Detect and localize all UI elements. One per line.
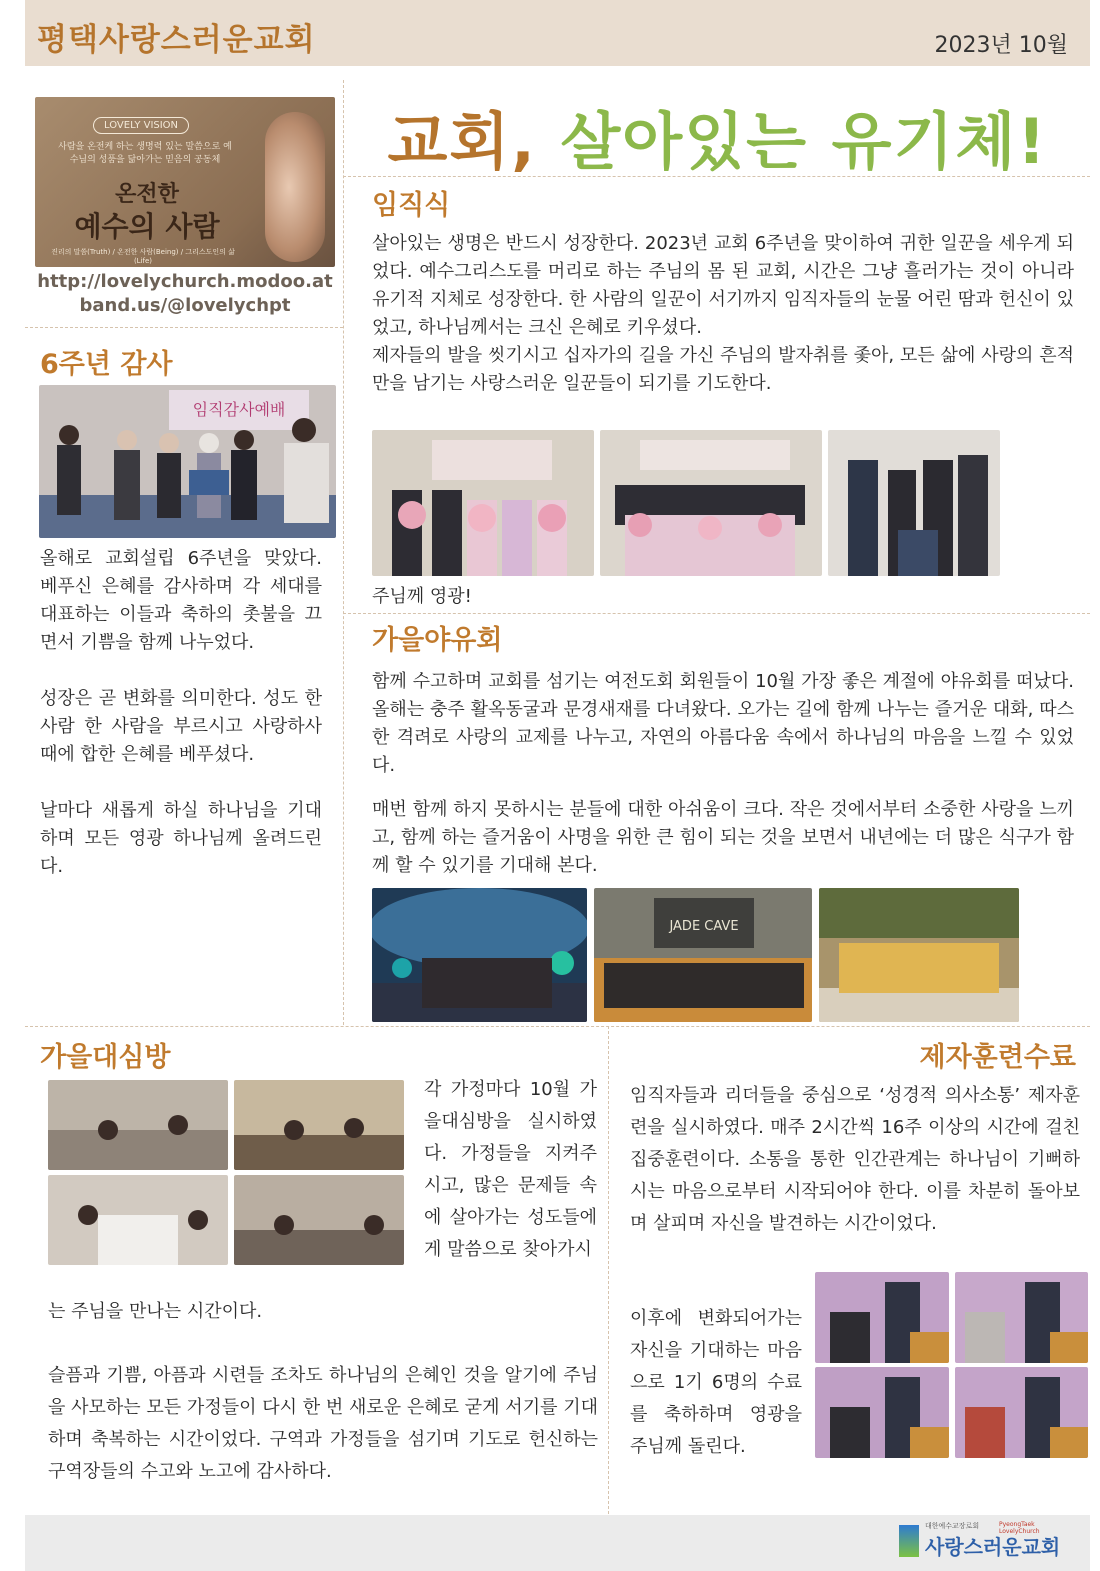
band-link[interactable]: band.us/@lovelychpt bbox=[79, 295, 291, 316]
headline-part1: 교회, bbox=[387, 105, 537, 178]
visitation-photo-1 bbox=[48, 1080, 228, 1170]
ordination-paragraph: 살아있는 생명은 반드시 성장한다. 2023년 교회 6주년을 맞이하여 귀한 일꾼을 세우게 되었다. 예수그리스도를 머리로 하는 주님의 몸 된 교회, 시간은 그냥 흘러가는 것이 아니라 유기적 지체로 성장한다. 한 사람의 일꾼이 서기까지 임직자들의 눈물 어린 땀과 헌신이 있었고, 하나님께서는 크신 은혜로 키우셨다. bbox=[372, 233, 1074, 338]
book-title-line2: 예수의 사람 bbox=[74, 210, 220, 243]
anniversary-text bbox=[40, 545, 322, 881]
column-divider bbox=[343, 80, 344, 1025]
issue-date: 2023년 10월 bbox=[934, 33, 1068, 58]
visitation-continued: 는 주님을 만나는 시간이다. bbox=[48, 1301, 263, 1322]
ordination-photo-1 bbox=[372, 430, 594, 576]
discipleship-photo-2 bbox=[955, 1272, 1088, 1363]
banner-text: 임직감사예배 bbox=[192, 400, 286, 419]
headline bbox=[345, 92, 1090, 181]
anniversary-paragraph: 성장은 곧 변화를 의미한다. 성도 한 사람 한 사람을 부르시고 사랑하사 때에 합한 은혜를 베푸셨다. bbox=[40, 688, 322, 765]
picnic-paragraph: 함께 수고하며 교회를 섬기는 여전도회 회원들이 10월 가장 좋은 계절에 야유회를 떠났다. 올해는 충주 활옥동굴과 문경새재를 다녀왔다. 오가는 길에 함께 나누는 즐거운 대화, 따스한 격려로 사랑의 교제를 나누고, 자연의 아름다움 속에서 하나님의 마음을 느낄 수 있었다. bbox=[372, 671, 1074, 776]
footer-church-name: 사랑스러운교회 bbox=[925, 1535, 1061, 1559]
visitation-side-text: 각 가정마다 10월 가을대심방을 실시하였다. 가정들을 지켜주시고, 많은 문제들 속에 살아가는 성도들에게 말씀으로 찾아가시 bbox=[424, 1079, 597, 1260]
discipleship-photo-4 bbox=[955, 1367, 1088, 1458]
ordination-photo-3 bbox=[828, 430, 1000, 576]
visitation-title: 가을대심방 bbox=[40, 1042, 171, 1073]
book-tag: LOVELY VISION bbox=[93, 117, 189, 134]
footer-denomination: 대한예수교장로회 bbox=[925, 1522, 980, 1530]
visitation-photo-3 bbox=[48, 1175, 228, 1265]
ordination-paragraph: 제자들의 발을 씻기시고 십자가의 길을 가신 주님의 발자취를 좇아, 모든 삶에 사랑의 흔적만을 남기는 사랑스러운 일꾼들이 되기를 기도한다. bbox=[372, 345, 1074, 394]
book-cover-image bbox=[35, 97, 335, 267]
discipleship-photo-1 bbox=[815, 1272, 949, 1363]
discipleship-title: 제자훈련수료 bbox=[919, 1042, 1076, 1073]
picnic-photo-cave bbox=[372, 888, 587, 1022]
visitation-paragraph2: 슬픔과 기쁨, 아픔과 시련들 조차도 하나님의 은혜인 것을 알기에 주님을 사모하는 모든 가정들이 다시 한 번 새로운 은혜로 굳게 서기를 기대하며 축복하는 시간이었다. 구역과 가정들을 섬기며 기도로 헌신하는 구역장들의 수고와 노고에 감사하다. bbox=[48, 1365, 598, 1482]
cave-sign-text: JADE CAVE bbox=[669, 919, 739, 934]
visitation-photo-2 bbox=[234, 1080, 404, 1170]
anniversary-paragraph: 올해로 교회설립 6주년을 맞았다. 베푸신 은혜를 감사하며 각 세대를 대표하는 이들과 축하의 촛불을 끄면서 기쁨을 함께 나누었다. bbox=[40, 548, 322, 653]
divider-middle bbox=[25, 1026, 1090, 1027]
discipleship-paragraph1: 임직자들과 리더들을 중심으로 ‘성경적 의사소통’ 제자훈련을 실시하였다. 매주 2시간씩 16주 이상의 시간에 걸친 집중훈련이다. 소통을 통한 인간관계는 하나님이 기뻐하시는 마음으로부터 시작되어야 한다. 이를 차분히 돌아보며 살피며 자신을 발견하는 시간이었다. bbox=[630, 1085, 1080, 1234]
discipleship-paragraph2: 이후에 변화되어가는 자신을 기대하는 마음으로 1기 6명의 수료를 축하하며 영광을 주님께 돌린다. bbox=[630, 1308, 802, 1457]
headline-part2: 살아있는 bbox=[560, 105, 808, 178]
ordination-caption: 주님께 영광! bbox=[372, 586, 472, 607]
picnic-title: 가을야유회 bbox=[372, 625, 503, 656]
picnic-paragraph: 매번 함께 하지 못하시는 분들에 대한 아쉬움이 크다. 작은 것에서부터 소중한 사랑을 느끼고, 함께 하는 즐거움이 사명을 위한 큰 힘이 되는 것을 보면서 내년에는 더 많은 식구가 함께 할 수 있기를 기대해 본다. bbox=[372, 799, 1074, 876]
footer-english-name: PyeongTaek LovelyChurch bbox=[999, 1521, 1040, 1535]
anniversary-photo bbox=[39, 385, 336, 538]
picnic-text bbox=[372, 668, 1074, 880]
hands-holding-bible bbox=[265, 112, 325, 262]
book-title-line1: 온전한 bbox=[115, 182, 179, 207]
page-header bbox=[25, 0, 1090, 66]
footer-logo bbox=[899, 1521, 1074, 1563]
page-footer bbox=[25, 1515, 1090, 1571]
book-subtitle: 사람을 온전케 하는 생명력 있는 말씀으로 예수님의 성품을 닮아가는 믿음의 공동체 bbox=[58, 142, 232, 165]
divider-right-top bbox=[343, 176, 1090, 177]
website-link[interactable]: http://lovelychurch.modoo.at bbox=[37, 271, 333, 292]
book-footer: 진리의 말씀(Truth) / 온전한 사람(Being) / 그리스도인의 삶(Life) bbox=[51, 248, 235, 265]
church-name: 평택사랑스러운교회 bbox=[37, 22, 316, 58]
bottom-column-divider bbox=[608, 1026, 609, 1514]
ordination-title: 임직식 bbox=[372, 190, 451, 221]
anniversary-paragraph: 날마다 새롭게 하실 하나님을 기대하며 모든 영광 하나님께 올려드린다. bbox=[40, 800, 322, 877]
cross-logo-icon bbox=[899, 1525, 919, 1557]
ordination-photo-2 bbox=[600, 430, 822, 576]
picnic-photo-park bbox=[819, 888, 1019, 1022]
divider-picnic bbox=[343, 613, 1090, 614]
headline-part3: 유기체! bbox=[831, 105, 1048, 178]
ordination-text bbox=[372, 230, 1074, 398]
discipleship-photo-3 bbox=[815, 1367, 949, 1458]
divider-left-top bbox=[25, 327, 343, 328]
anniversary-title: 6주년 감사 bbox=[40, 349, 173, 380]
picnic-photo-jade-cave bbox=[594, 888, 812, 1022]
visitation-photo-4 bbox=[234, 1175, 404, 1265]
